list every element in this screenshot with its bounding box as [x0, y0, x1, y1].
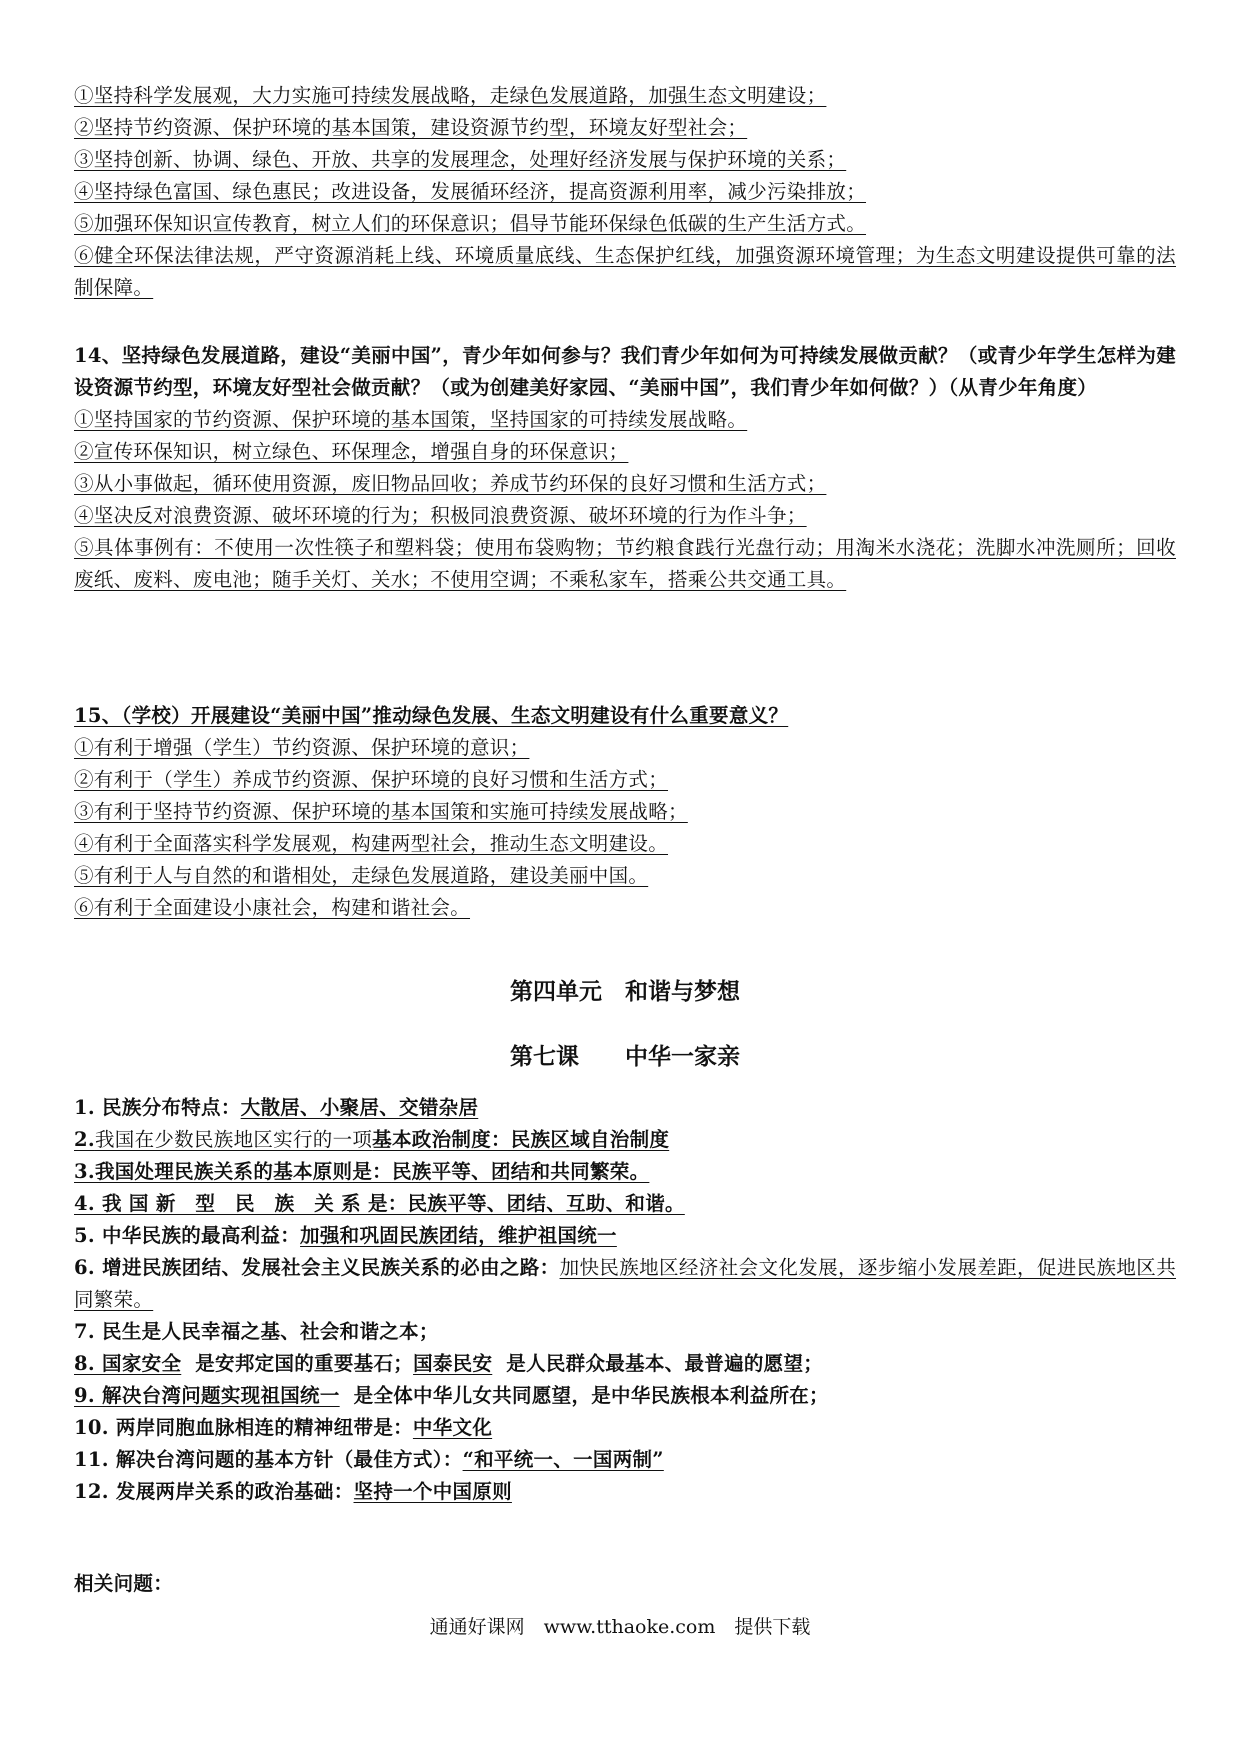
unit-title: 第四单元 和谐与梦想: [510, 978, 740, 1005]
point-label: 10. 两岸同胞血脉相连的精神纽带是：: [74, 1416, 413, 1439]
point-label: 4. 我 国 新 型 民 族 关 系 是：: [74, 1192, 408, 1215]
point-value: 国泰民安: [413, 1352, 493, 1375]
point-value: 大散居、小聚居、交错杂居: [240, 1096, 479, 1119]
point-value: 民族平等、团结、互助、和谐。: [407, 1192, 685, 1215]
list-item: ⑤有利于人与自然的和谐相处，走绿色发展道路，建设美丽中国。: [74, 864, 649, 887]
lesson-title: 第七课 中华一家亲: [510, 1043, 740, 1070]
list-item: ④坚持绿色富国、绿色惠民；改进设备，发展循环经济，提高资源利用率，减少污染排放；: [74, 180, 867, 203]
point-label: 5. 中华民族的最高利益：: [74, 1224, 301, 1247]
list-item: ⑤加强环保知识宣传教育，树立人们的环保意识；倡导节能环保绿色低碳的生产生活方式。: [74, 212, 867, 235]
list-item: ②宣传环保知识，树立绿色、环保理念，增强自身的环保意识；: [74, 440, 629, 463]
list-item: ③从小事做起，循环使用资源，废旧物品回收；养成节约环保的良好习惯和生活方式；: [74, 472, 827, 495]
point-text: 是全体中华儿女共同愿望，是中华民族根本利益所在；: [353, 1384, 829, 1407]
measures-list: [74, 80, 1176, 304]
point-10: [74, 1412, 1176, 1444]
point-value: 民族平等、团结和共同繁荣。: [391, 1160, 650, 1183]
point-value: 加强和巩固民族团结，维护祖国统一: [300, 1224, 617, 1247]
question-15: [74, 700, 1176, 924]
point-9: [74, 1380, 1176, 1412]
list-item: ②有利于（学生）养成节约资源、保护环境的良好习惯和生活方式；: [74, 768, 669, 791]
list-item: ①坚持科学发展观，大力实施可持续发展战略，走绿色发展道路，加强生态文明建设；: [74, 84, 827, 107]
question-title: 15、（学校）开展建设“美丽中国”推动绿色发展、生态文明建设有什么重要意义？: [74, 704, 789, 727]
point-label: 2.: [74, 1128, 95, 1151]
point-value: 8. 国家安全: [74, 1352, 182, 1375]
point-value: “和平统一、一国两制”: [462, 1448, 664, 1471]
list-item: ③坚持创新、协调、绿色、开放、共享的发展理念，处理好经济发展与保护环境的关系；: [74, 148, 847, 171]
list-item: ⑥健全环保法律法规，严守资源消耗上线、环境质量底线、生态保护红线，加强资源环境管理；为生态文明建设提供可靠的法制保障。: [74, 244, 1176, 299]
list-item: ①坚持国家的节约资源、保护环境的基本国策，坚持国家的可持续发展战略。: [74, 408, 748, 431]
point-11: [74, 1444, 1176, 1476]
related-questions-heading: 相关问题：: [74, 1572, 174, 1595]
point-text: 是人民群众最基本、最普遍的愿望；: [506, 1352, 824, 1375]
point-text: 我国在少数民族地区实行的一项: [94, 1128, 373, 1151]
question-title: 14、坚持绿色发展道路，建设“美丽中国”，青少年如何参与？我们青少年如何为可持续发展做贡献？（或青少年学生怎样为建设资源节约型，环境友好型社会做贡献？（或为创建美好家园、“美丽中国”，我们青少年如何做？）（从青少年角度）: [74, 344, 1176, 399]
point-value: 9. 解决台湾问题实现祖国统一: [74, 1384, 340, 1407]
list-item: ①有利于增强（学生）节约资源、保护环境的意识；: [74, 736, 530, 759]
point-8: [74, 1348, 1176, 1380]
footer-text: 通通好课网 www.tthaoke.com 提供下载: [429, 1616, 811, 1638]
point-7: [74, 1316, 1176, 1348]
point-text: 7. 民生是人民幸福之基、社会和谐之本；: [74, 1320, 439, 1343]
point-5: [74, 1220, 1176, 1252]
list-item: ④坚决反对浪费资源、破坏环境的行为；积极同浪费资源、破坏环境的行为作斗争；: [74, 504, 807, 527]
point-3: [74, 1156, 1176, 1188]
point-label: 11. 解决台湾问题的基本方针（最佳方式）：: [74, 1448, 463, 1471]
point-label: 12. 发展两岸关系的政治基础：: [74, 1480, 354, 1503]
question-14: [74, 340, 1176, 596]
point-1: [74, 1092, 1176, 1124]
list-item: ④有利于全面落实科学发展观，构建两型社会，推动生态文明建设。: [74, 832, 669, 855]
point-4: [74, 1188, 1176, 1220]
list-item: ⑤具体事例有：不使用一次性筷子和塑料袋；使用布袋购物；节约粮食践行光盘行动；用淘米水浇花；洗脚水冲洗厕所；回收废纸、废料、废电池；随手关灯、关水；不使用空调；不乘私家车，搭乘公共交通工具。: [74, 536, 1176, 591]
list-item: ③有利于坚持节约资源、保护环境的基本国策和实施可持续发展战略；: [74, 800, 688, 823]
point-value: 中华文化: [412, 1416, 493, 1439]
list-item: ②坚持节约资源、保护环境的基本国策，建设资源节约型，环境友好型社会；: [74, 116, 748, 139]
point-label: 3.我国处理民族关系的基本原则是：: [74, 1160, 392, 1183]
point-6: [74, 1252, 1176, 1316]
point-label: 1. 民族分布特点：: [74, 1096, 241, 1119]
point-text: 是安邦定国的重要基石；: [195, 1352, 414, 1375]
list-item: ⑥有利于全面建设小康社会，构建和谐社会。: [74, 896, 471, 919]
point-value: 坚持一个中国原则: [353, 1480, 512, 1503]
point-value: 加快民族地区经济社会文化发展，逐步缩小发展差距，促进民族地区共同繁荣。: [74, 1256, 1176, 1311]
key-points: [74, 1092, 1176, 1508]
point-2: [74, 1124, 1176, 1156]
point-12: [74, 1476, 1176, 1508]
point-label: 6. 增进民族团结、发展社会主义民族关系的必由之路：: [74, 1256, 560, 1279]
point-value: 基本政治制度：民族区域自治制度: [372, 1128, 670, 1151]
